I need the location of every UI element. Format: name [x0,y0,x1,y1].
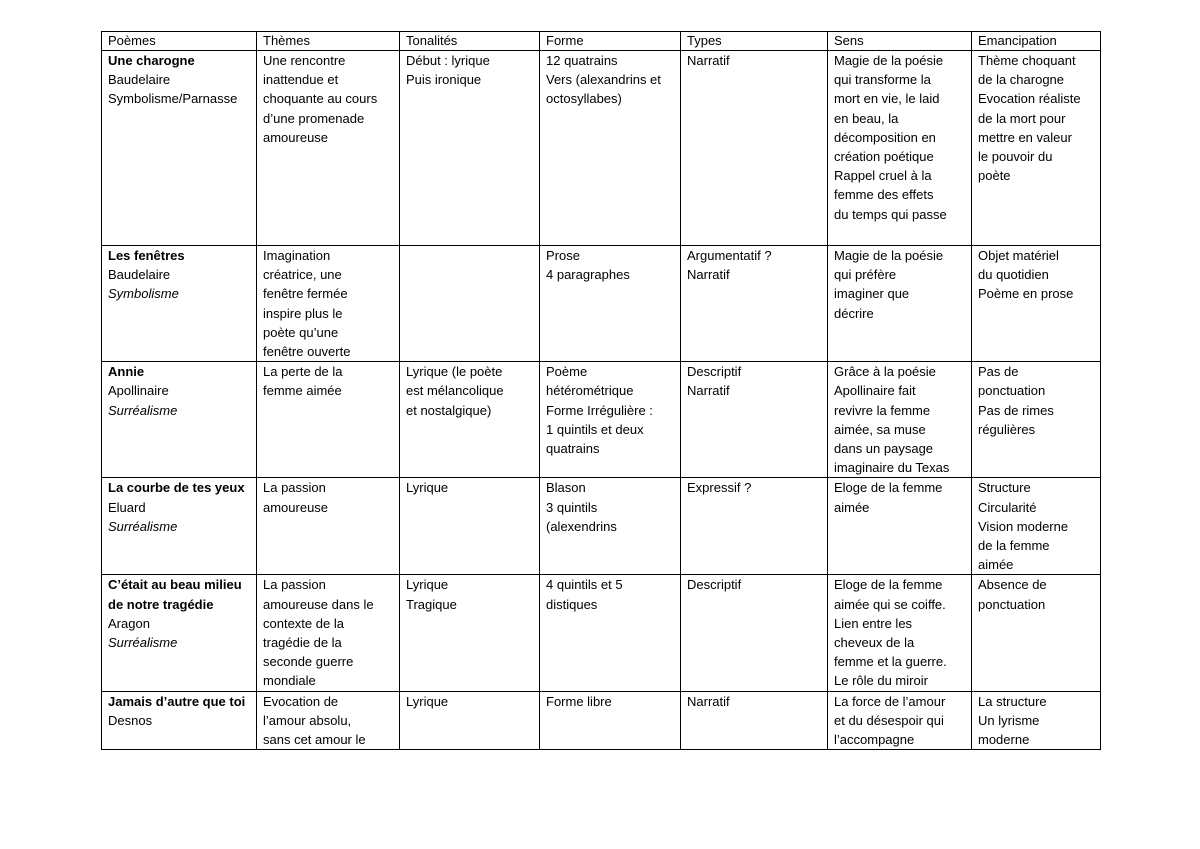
cell-line: moderne [978,732,1030,748]
cell-line: tragédie de la [263,635,342,651]
cell-line: La perte de la [263,364,343,380]
cell-line: Absence de [978,577,1047,593]
cell-line: Argumentatif ? [687,248,772,263]
cell-line: du temps qui passe [834,206,947,222]
poem-author: Desnos [108,712,153,728]
cell-line: Narratif [687,267,730,283]
cell-line: et nostalgique) [406,402,492,418]
cell-line: Eloge de la femme [834,480,943,496]
cell-line: Structure [978,480,1031,496]
cell-line: d’une promenade [263,110,365,126]
cell-line: fenêtre fermée [263,286,348,302]
cell-line: Blason [546,480,586,496]
cell-line: Lyrique (le poète [406,364,503,380]
table-row [102,362,1101,478]
cell-themes [257,478,400,575]
header-row [102,32,1101,51]
cell-line: distiques [546,596,598,612]
poem-title: Une charogne [108,53,195,68]
cell-line: imaginer que [834,286,910,302]
cell-line: Vers (alexandrins et [546,72,661,88]
cell-emancipation [972,478,1101,575]
cell-sens [828,691,972,750]
poem-author: Apollinaire [108,383,169,399]
cell-line: Descriptif [687,364,742,380]
cell-line: Vision moderne [978,518,1069,534]
cell-forme [540,691,681,750]
cell-line: Poème en prose [978,286,1074,302]
table-row [102,691,1101,750]
cell-line: ponctuation [978,596,1046,612]
cell-themes [257,246,400,362]
cell-line: Un lyrisme [978,712,1040,728]
cell-line: mort en vie, le laid [834,91,940,107]
cell-line: 1 quintils et deux [546,421,644,437]
cell-line: Imagination [263,248,331,263]
cell-line: Descriptif [687,577,742,593]
cell-line: de la charogne [978,72,1065,88]
header-sens: Sens [828,32,972,51]
cell-line: Tragique [406,596,457,612]
cell-line: Rappel cruel à la [834,168,932,184]
poem-author: Eluard [108,499,146,515]
cell-line: Narratif [687,383,730,399]
cell-line: décrire [834,305,874,321]
poem-movement: Symbolisme [108,286,179,302]
cell-types [681,575,828,691]
poem-title: Les fenêtres [108,248,185,263]
cell-line: poète qu’une [263,324,339,340]
cell-line: Thème choquant [978,53,1076,68]
cell-sens [828,246,972,362]
cell-line: dans un paysage [834,441,934,457]
cell-line: Début : lyrique [406,53,490,68]
poem-movement: Surréalisme [108,635,178,651]
cell-line: aimée [834,499,870,515]
poem-title: La courbe de tes yeux [108,480,245,496]
cell-line: 4 quintils et 5 [546,577,623,593]
cell-line: du quotidien [978,267,1049,283]
cell-line: décomposition en [834,129,936,145]
cell-line: Narratif [687,53,730,68]
cell-themes [257,575,400,691]
cell-tonalites [400,478,540,575]
cell-line: Expressif ? [687,480,752,496]
cell-types [681,478,828,575]
table-body [102,51,1101,750]
cell-sens [828,51,972,246]
cell-line: Puis ironique [406,72,482,88]
cell-forme [540,575,681,691]
cell-tonalites [400,51,540,246]
cell-emancipation [972,51,1101,246]
cell-line: femme aimée [263,383,342,399]
cell-line: revivre la femme [834,402,931,418]
cell-line: de la femme [978,538,1050,554]
cell-line: Eloge de la femme [834,577,943,593]
cell-emancipation [972,575,1101,691]
cell-line: La force de l’amour [834,693,946,709]
cell-line: Objet matériel [978,248,1059,263]
cell-sens [828,362,972,478]
cell-tonalites [400,362,540,478]
cell-types [681,246,828,362]
cell-line: seconde guerre [263,654,354,670]
cell-sens [828,575,972,691]
cell-line: Prose [546,248,580,263]
cell-line: inattendue et [263,72,339,88]
cell-line: 3 quintils [546,499,598,515]
cell-line: femme des effets [834,187,934,203]
cell-line: femme et la guerre. [834,654,947,670]
cell-line: aimée, sa muse [834,421,926,437]
header-tonalites: Tonalités [400,32,540,51]
cell-line: création poétique [834,149,934,165]
cell-poeme [102,575,257,691]
cell-poeme [102,51,257,246]
header-themes: Thèmes [257,32,400,51]
cell-line: régulières [978,421,1036,437]
cell-line: Lien entre les [834,615,913,631]
cell-line: contexte de la [263,615,344,631]
cell-tonalites [400,575,540,691]
poem-title: C’était au beau milieu de notre tragédie [108,577,242,612]
cell-line: Magie de la poésie [834,53,944,68]
cell-line: Evocation de [263,693,339,709]
cell-line: Magie de la poésie [834,248,944,263]
cell-line: 12 quatrains [546,53,618,68]
cell-line: mettre en valeur [978,129,1072,145]
table-row [102,575,1101,691]
cell-tonalites [400,691,540,750]
cell-types [681,691,828,750]
cell-line: mondiale [263,673,316,689]
cell-line: et du désespoir qui [834,712,944,728]
cell-line: cheveux de la [834,635,915,651]
cell-line: Lyrique [406,693,449,709]
table-row [102,246,1101,362]
poem-author: Aragon [108,615,150,631]
cell-line: fenêtre ouverte [263,344,351,360]
poem-author: Baudelaire [108,267,171,283]
cell-types [681,362,828,478]
cell-line: de la mort pour [978,110,1066,126]
cell-line: le pouvoir du [978,149,1053,165]
cell-forme [540,246,681,362]
cell-line: Pas de [978,364,1019,380]
cell-line: Le rôle du miroir [834,673,928,689]
cell-line: l’accompagne [834,732,915,748]
cell-line: amoureuse [263,129,329,145]
cell-line: Evocation réaliste [978,91,1081,107]
cell-emancipation [972,691,1101,750]
cell-line: créatrice, une [263,267,342,283]
cell-sens [828,478,972,575]
cell-emancipation [972,246,1101,362]
cell-forme [540,478,681,575]
cell-line: (alexendrins [546,518,617,534]
cell-line: qui préfère [834,267,897,283]
cell-tonalites [400,246,540,362]
cell-line: octosyllabes) [546,91,622,107]
cell-line: imaginaire du Texas [834,460,950,476]
cell-line: Grâce à la poésie [834,364,936,380]
header-types: Types [681,32,828,51]
cell-line: Forme libre [546,693,612,709]
cell-line: choquante au cours [263,91,378,107]
cell-line: Narratif [687,693,730,709]
cell-line: 4 paragraphes [546,267,630,283]
cell-types [681,51,828,246]
cell-line: qui transforme la [834,72,931,88]
cell-line: inspire plus le [263,305,343,321]
cell-poeme [102,691,257,750]
poem-movement: Symbolisme/Parnasse [108,91,238,107]
table-row [102,478,1101,575]
cell-line: La structure [978,693,1047,709]
cell-line: Forme Irrégulière : [546,402,653,418]
cell-line: Lyrique [406,480,449,496]
cell-line: hétérométrique [546,383,634,399]
cell-line: amoureuse [263,499,329,515]
cell-line: Circularité [978,499,1037,515]
poem-title: Jamais d’autre que toi [108,693,246,709]
cell-line: est mélancolique [406,383,504,399]
poem-movement: Surréalisme [108,518,178,534]
cell-line: sans cet amour le [263,732,366,748]
cell-emancipation [972,362,1101,478]
cell-line: Lyrique [406,577,449,593]
cell-poeme [102,246,257,362]
cell-themes [257,362,400,478]
cell-line: Apollinaire fait [834,383,916,399]
header-forme: Forme [540,32,681,51]
cell-themes [257,51,400,246]
cell-line: Une rencontre [263,53,346,68]
poems-table [101,31,1101,750]
cell-line: ponctuation [978,383,1046,399]
header-poemes: Poèmes [102,32,257,51]
poem-title: Annie [108,364,145,380]
cell-poeme [102,478,257,575]
cell-line: La passion [263,577,326,593]
table-row [102,51,1101,246]
cell-line: amoureuse dans le [263,596,374,612]
cell-forme [540,362,681,478]
cell-line: en beau, la [834,110,899,126]
cell-line: poète [978,168,1011,184]
cell-themes [257,691,400,750]
cell-line: Pas de rimes [978,402,1054,418]
cell-line: aimée qui se coiffe. [834,596,946,612]
cell-forme [540,51,681,246]
cell-poeme [102,362,257,478]
poem-author: Baudelaire [108,72,171,88]
cell-line: l’amour absolu, [263,712,352,728]
cell-line: La passion [263,480,326,496]
header-emancipation: Emancipation [972,32,1101,51]
cell-line: aimée [978,557,1014,573]
cell-line: Poème [546,364,588,380]
poem-movement: Surréalisme [108,402,178,418]
cell-line: quatrains [546,441,600,457]
